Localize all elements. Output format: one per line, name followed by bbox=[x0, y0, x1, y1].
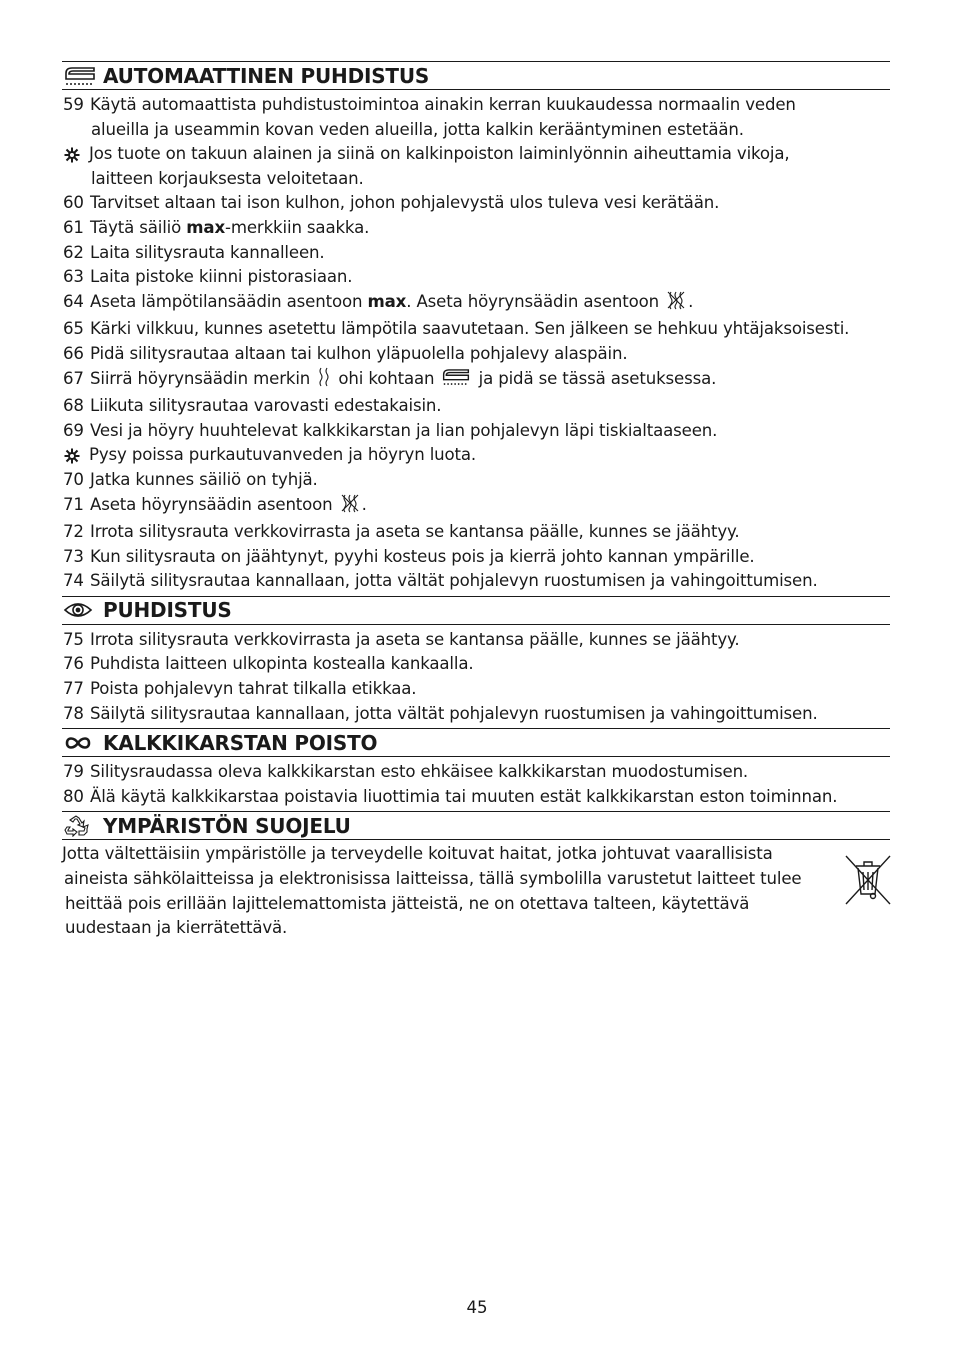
instruction-item bbox=[62, 342, 890, 367]
step-text: Täytä säiliö bbox=[90, 217, 187, 237]
step-text: . bbox=[688, 291, 694, 311]
step-number: 64 bbox=[63, 291, 84, 311]
warning-text: Jos tuote on takuun alainen ja siinä on kalkinpoiston laiminlyönnin aiheuttamia vikoja, bbox=[89, 144, 790, 164]
step-text: Liikuta silitysrautaa varovasti edestakaisin. bbox=[90, 396, 442, 416]
step-number: 74 bbox=[63, 571, 84, 591]
step-number: 62 bbox=[63, 242, 84, 262]
step-text: Kun silitysrauta on jäähtynyt, pyyhi kosteus pois ja kierrä johto kannan ympärille. bbox=[90, 546, 755, 566]
step-text: Säilytä silitysrautaa kannallaan, jotta vältät pohjalevyn ruostumisen ja vahingoittumisen. bbox=[90, 703, 818, 723]
step-number: 79 bbox=[63, 762, 84, 782]
no-steam-icon bbox=[340, 493, 360, 521]
step-text: ja pidä se tässä asetuksessa. bbox=[473, 368, 717, 388]
instruction-item bbox=[62, 265, 890, 290]
instruction-item bbox=[62, 785, 890, 810]
no-steam-icon bbox=[666, 290, 686, 318]
step-text: Käytä automaattista puhdistustoimintoa ainakin kerran kuukaudessa normaalin veden bbox=[90, 95, 796, 114]
instruction-item bbox=[62, 468, 890, 493]
warning-item bbox=[62, 142, 890, 191]
step-text: Pidä silitysrautaa altaan tai kulhon yläpuolella pohjalevy alaspäin. bbox=[90, 343, 628, 363]
instruction-item bbox=[62, 569, 890, 594]
crossed-bin-icon bbox=[842, 852, 894, 908]
step-text: Irrota silitysrauta verkkovirrasta ja aseta se kantansa päälle, kunnes se jäähtyy. bbox=[90, 522, 740, 542]
step-number: 68 bbox=[63, 396, 84, 416]
step-number: 59 bbox=[63, 95, 84, 114]
instruction-item bbox=[62, 367, 890, 395]
step-text: Aseta lämpötilansäädin asentoon bbox=[90, 291, 368, 311]
max-label: max bbox=[367, 291, 407, 311]
warning-text: Pysy poissa purkautuvanveden ja höyryn luota. bbox=[89, 445, 477, 465]
instruction-list bbox=[62, 757, 890, 811]
infinity-icon bbox=[63, 732, 97, 754]
instruction-item bbox=[62, 520, 890, 545]
step-number: 77 bbox=[63, 679, 84, 699]
max-label: max bbox=[186, 217, 226, 237]
step-text: -merkkiin saakka. bbox=[225, 217, 370, 237]
step-number: 63 bbox=[63, 267, 84, 287]
iron-drip-icon bbox=[63, 65, 97, 87]
step-text: Aseta höyrynsäädin asentoon bbox=[90, 494, 338, 514]
paragraph-line: Jotta vältettäisiin ympäristölle ja terveydelle koituvat haitat, jotka johtuvat vaarallisista bbox=[62, 844, 773, 864]
warning-item bbox=[62, 443, 890, 468]
section-title: AUTOMAATTINEN PUHDISTUS bbox=[103, 63, 430, 88]
environment-paragraph bbox=[62, 842, 832, 940]
step-text: Laita pistoke kiinni pistorasiaan. bbox=[90, 267, 353, 287]
step-text: ohi kohtaan bbox=[333, 368, 440, 388]
step-number: 61 bbox=[63, 217, 84, 237]
instruction-list bbox=[62, 625, 890, 728]
step-number: 65 bbox=[63, 319, 84, 339]
step-number: 71 bbox=[63, 494, 84, 514]
step-number: 72 bbox=[63, 522, 84, 542]
instruction-item bbox=[62, 191, 890, 216]
step-number: 60 bbox=[63, 193, 84, 213]
step-text: Kärki vilkkuu, kunnes asetettu lämpötila saavutetaan. Sen jälkeen se hehkuu yhtäjaksoisesti. bbox=[90, 319, 850, 339]
step-number: 66 bbox=[63, 343, 84, 363]
section-header-environment bbox=[62, 811, 890, 840]
step-text: Säilytä silitysrautaa kannallaan, jotta vältät pohjalevyn ruostumisen ja vahingoittumisen. bbox=[90, 571, 818, 591]
instruction-item bbox=[62, 677, 890, 702]
section-title: PUHDISTUS bbox=[103, 598, 232, 623]
instruction-item bbox=[62, 317, 890, 342]
instruction-item bbox=[62, 216, 890, 241]
instruction-item bbox=[62, 760, 890, 785]
section-header-descaling bbox=[62, 728, 890, 757]
section-title: YMPÄRISTÖN SUOJELU bbox=[103, 813, 351, 838]
instruction-item bbox=[62, 419, 890, 444]
step-text: Tarvitset altaan tai ison kulhon, johon pohjalevystä ulos tuleva vesi kerätään. bbox=[90, 193, 720, 213]
recycle-icon bbox=[63, 815, 97, 837]
warning-sun-icon bbox=[62, 142, 89, 191]
instruction-item bbox=[62, 628, 890, 653]
step-number: 76 bbox=[63, 654, 84, 674]
instruction-list bbox=[62, 90, 890, 596]
step-text-continued: alueilla ja useammin kovan veden alueilla, jotta kalkin kerääntyminen estetään. bbox=[91, 119, 744, 139]
step-text: Jatka kunnes säiliö on tyhjä. bbox=[90, 469, 318, 489]
step-text: Puhdista laitteen ulkopinta kostealla kankaalla. bbox=[90, 654, 474, 674]
step-number: 75 bbox=[63, 629, 84, 649]
instruction-item bbox=[62, 493, 890, 521]
section-header-automatic-cleaning bbox=[62, 61, 890, 90]
instruction-item bbox=[62, 93, 890, 142]
step-text: Älä käytä kalkkikarstaa poistavia liuottimia tai muuten estät kalkkikarstan eston toiminnan. bbox=[90, 786, 838, 806]
steam-icon bbox=[317, 367, 331, 395]
instruction-item bbox=[62, 545, 890, 570]
paragraph-line: uudestaan ja kierrätettävä. bbox=[65, 918, 288, 938]
warning-sun-icon bbox=[62, 443, 89, 468]
paragraph-line: aineista sähkölaitteissa ja elektronisissa laitteissa, tällä symbolilla varustetut laitteet tulee bbox=[64, 869, 802, 889]
page-number: 45 bbox=[466, 1298, 488, 1317]
step-text: Silitysraudassa oleva kalkkikarstan esto ehkäisee kalkkikarstan muodostumisen. bbox=[90, 762, 749, 782]
step-text: . Aseta höyrynsäädin asentoon bbox=[406, 291, 665, 311]
iron-drip-icon bbox=[441, 367, 471, 395]
instruction-item bbox=[62, 241, 890, 266]
instruction-item bbox=[62, 652, 890, 677]
step-number: 73 bbox=[63, 546, 84, 566]
step-text: Laita silitysrauta kannalleen. bbox=[90, 242, 325, 262]
step-number: 67 bbox=[63, 368, 84, 388]
section-header-cleaning bbox=[62, 596, 890, 625]
instruction-item bbox=[62, 702, 890, 727]
step-text: . bbox=[361, 494, 367, 514]
warning-text-continued: laitteen korjauksesta veloitetaan. bbox=[91, 168, 364, 188]
instruction-item bbox=[62, 290, 890, 318]
eye-icon bbox=[63, 599, 97, 621]
instruction-item bbox=[62, 394, 890, 419]
paragraph-line: heittää pois erillään lajittelemattomista jätteistä, ne on otettava talteen, käytettävä bbox=[65, 893, 750, 913]
step-number: 78 bbox=[63, 703, 84, 723]
section-title: KALKKIKARSTAN POISTO bbox=[103, 730, 378, 755]
step-number: 70 bbox=[63, 469, 84, 489]
step-number: 80 bbox=[63, 786, 84, 806]
environment-notice bbox=[62, 840, 890, 940]
step-text: Poista pohjalevyn tahrat tilkalla etikkaa. bbox=[90, 679, 417, 699]
step-text: Vesi ja höyry huuhtelevat kalkkikarstan ja lian pohjalevyn läpi tiskialtaaseen. bbox=[90, 420, 718, 440]
step-text: Irrota silitysrauta verkkovirrasta ja aseta se kantansa päälle, kunnes se jäähtyy. bbox=[90, 629, 740, 649]
step-text: Siirrä höyrynsäädin merkin bbox=[90, 368, 316, 388]
step-number: 69 bbox=[63, 420, 84, 440]
document-body bbox=[62, 61, 890, 941]
